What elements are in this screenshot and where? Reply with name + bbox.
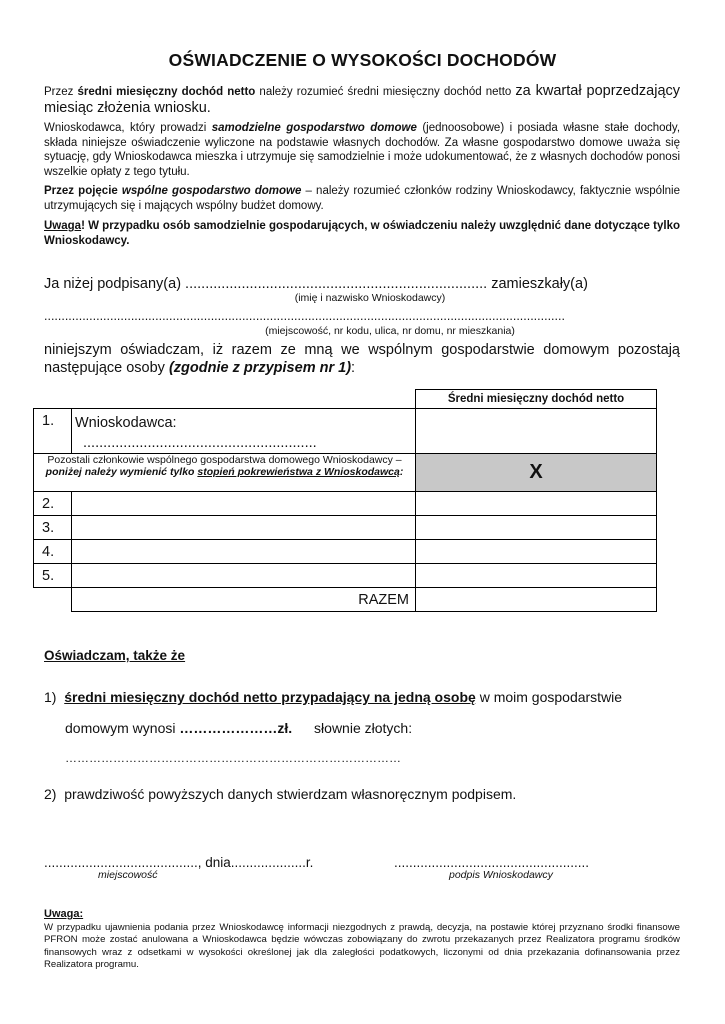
text: za kwartał poprzedzający miesiąc złożenia wniosku.: [44, 83, 681, 116]
bold-term: Przez pojęcie: [44, 185, 118, 197]
member-relation-cell[interactable]: [72, 564, 416, 588]
name-hint: (imię i nazwisko Wnioskodawcy): [294, 292, 446, 304]
row-number: 5.: [34, 564, 72, 588]
text: :: [351, 360, 356, 376]
statement-heading: Oświadczam, także że: [44, 648, 186, 663]
applicant-cell[interactable]: [72, 409, 416, 454]
total-label: RAZEM: [72, 588, 416, 612]
member-relation-cell[interactable]: [72, 540, 416, 564]
bold-term: samodzielne gospodarstwo domowe: [211, 122, 417, 134]
household-statement: [44, 341, 680, 377]
intro-paragraph-3: [44, 184, 680, 213]
intro-warning: [44, 219, 680, 248]
bold-term: średni miesięczny dochód netto przypadający na jedną osobę: [64, 689, 476, 705]
members-description: [34, 454, 416, 492]
statement-item-1-amount: [65, 720, 705, 736]
member-relation-cell[interactable]: [72, 516, 416, 540]
amount-in-words-field[interactable]: …………………………………………………………………………: [65, 751, 401, 765]
note-text: W przypadku ujawnienia podania przez Wnioskodawcę informacji niezgodnych z prawdą, decyzja, na postawie której przyznano środki finansowe PFRON może zostać anulowana a Wnioskodawca będzie wówczas zobowiązany do zwrotu przekazanych przez Realizatora programu środków finansowych wraz z odsetkami w wysokości określonej jak dla zaległości podatkowych, liczonymi od dnia przekazania dofinansowania przez Realizatora programu.: [44, 922, 680, 970]
text: niniejszym oświadczam, iż razem ze mną we wspólnym gospodarstwie domowym pozostają następujące osoby: [44, 342, 680, 376]
text: słownie złotych:: [314, 720, 413, 736]
text: Przez: [44, 86, 74, 98]
text: (jednoosobowe) i posiada własne stałe dochody, składa niniejsze oświadczenie wyliczone na podstawie własnych dochodów. Za własne gospodarstwo domowe uważa się sytuację, gdy Wnioskodawca mieszka i utrzymuje się samodzielnie i może udokumentować, że z własnych dochodów ponosi wszelkie opłaty z tego tytułu.: [44, 122, 681, 178]
member-income-cell[interactable]: [416, 516, 657, 540]
amount-field[interactable]: …………………zł.: [179, 720, 293, 736]
applicant-income-cell[interactable]: [416, 409, 657, 454]
statement-item-2: [44, 786, 684, 802]
warning-label: Uwaga: [44, 220, 82, 232]
text: – należy rozumieć członków rodziny Wnioskodawcy, faktycznie wspólnie utrzymujących się i mających wspólny budżet domowy.: [44, 185, 680, 212]
bold-term: średni miesięczny dochód netto: [77, 86, 256, 98]
row-number: 4.: [34, 540, 72, 564]
row-number: 3.: [34, 516, 72, 540]
text: stopień pokrewieństwa z Wnioskodawcą: [197, 466, 400, 478]
bold-term: wspólne gospodarstwo domowe: [121, 185, 302, 197]
member-income-cell[interactable]: [416, 492, 657, 516]
statement-item-1: [44, 689, 684, 705]
item-number: 1): [44, 689, 57, 705]
blank-cell: [34, 588, 72, 612]
signature-field[interactable]: ....................................................: [394, 855, 590, 870]
blank-header: [34, 390, 416, 409]
page-title: OŚWIADCZENIE O WYSOKOŚCI DOCHODÓW: [168, 50, 557, 70]
text: należy rozumieć średni miesięczny dochód netto: [259, 86, 512, 98]
intro-paragraph-2: [44, 121, 680, 179]
total-income-cell[interactable]: [416, 588, 657, 612]
member-income-cell[interactable]: [416, 540, 657, 564]
x-mark-cell: X: [416, 454, 657, 492]
address-hint: (miejscowość, nr kodu, ulica, nr domu, nr mieszkania): [265, 325, 515, 337]
household-table: [33, 389, 657, 612]
note-heading: Uwaga:: [44, 908, 84, 920]
declarant-name-line[interactable]: Ja niżej podpisany(a) ........................................................................... zamieszkały(a): [44, 276, 588, 292]
row-number: 2.: [34, 492, 72, 516]
text: poniżej należy wymienić tylko: [45, 466, 195, 478]
footnote-ref: (zgodnie z przypisem nr 1): [168, 360, 352, 376]
signature-label: podpis Wnioskodawcy: [449, 869, 553, 881]
member-relation-cell[interactable]: [72, 492, 416, 516]
text: domowym wynosi: [65, 720, 176, 736]
place-label: miejscowość: [98, 869, 158, 881]
text: Wnioskodawca, który prowadzi: [44, 122, 207, 134]
applicant-label: Wnioskodawca:: [75, 415, 177, 431]
intro-paragraph-1: [44, 83, 680, 117]
item-number: 2): [44, 786, 57, 802]
income-column-header: Średni miesięczny dochód netto: [416, 390, 657, 409]
text: :: [399, 466, 404, 478]
place-date-field[interactable]: ........................................., dnia....................r.: [44, 855, 314, 870]
text: ! W przypadku osób samodzielnie gospodarujących, w oświadczeniu należy uwzględnić dane dotyczące tylko Wnioskodawcy.: [44, 220, 680, 247]
address-line[interactable]: ......................................................................................................................................................: [44, 309, 565, 323]
applicant-name-dots[interactable]: ..........................................................: [83, 435, 317, 451]
text: Pozostali członkowie wspólnego gospodarstwa domowego Wnioskodawcy –: [47, 454, 402, 466]
text: w moim gospodarstwie: [479, 689, 623, 705]
text: prawdziwość powyższych danych stwierdzam własnoręcznym podpisem.: [64, 786, 517, 802]
row-number: 1.: [34, 409, 72, 454]
member-income-cell[interactable]: [416, 564, 657, 588]
